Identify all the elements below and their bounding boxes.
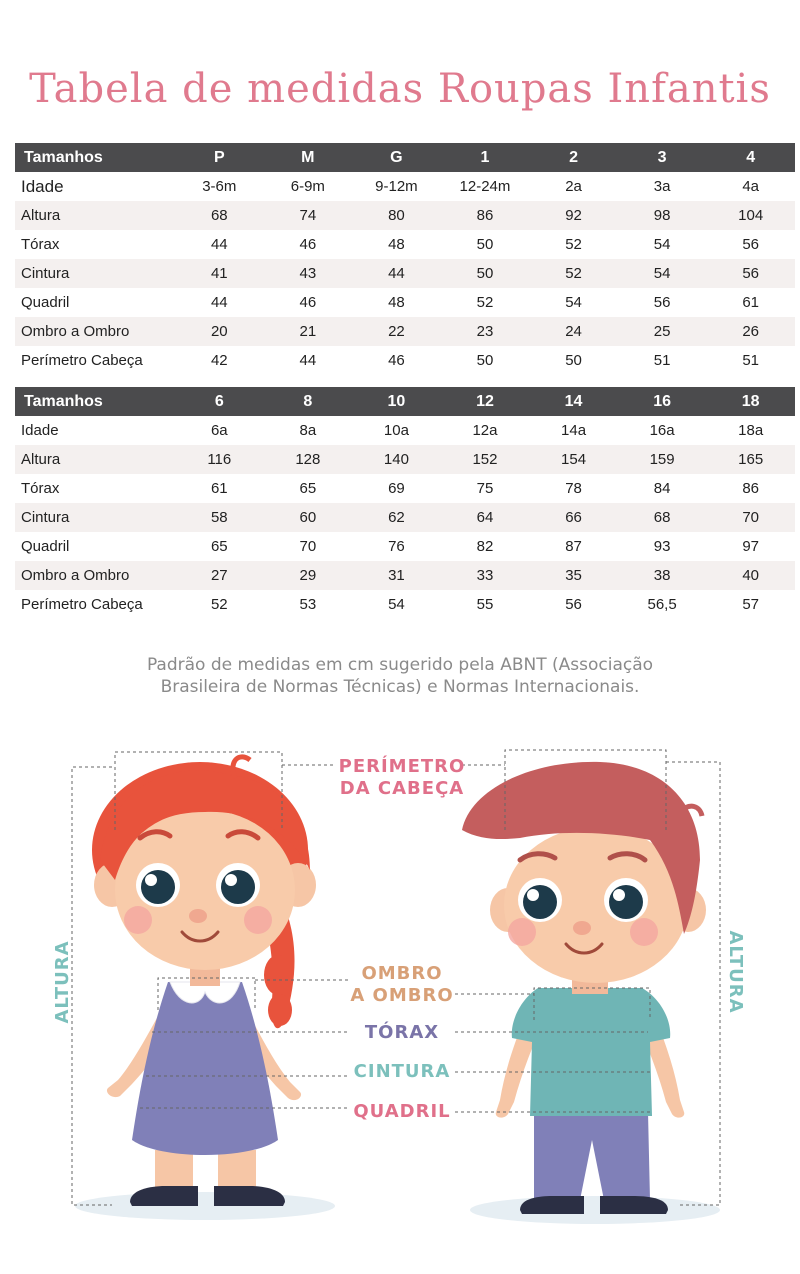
measure-value-cell: 24 [529,317,618,346]
measure-label-cell: Idade [21,422,59,439]
table-row [15,346,795,375]
measure-value-cell: 52 [476,294,494,311]
header-size-cell: M [264,143,353,172]
measure-value-cell: 31 [352,561,441,590]
measure-value-cell: 64 [441,503,530,532]
measure-value-cell: 65 [210,538,228,555]
measure-value-cell: 86 [441,201,530,230]
measure-value-cell: 2a [565,178,582,195]
boy-shadow [470,1196,720,1224]
measure-value-cell: 56,5 [647,596,677,613]
measure-value-cell: 44 [210,294,228,311]
measure-label-cell: Altura [15,201,175,230]
table-row [15,445,795,474]
measure-value-cell: 25 [618,317,707,346]
measure-value-cell: 62 [352,503,441,532]
table-row [15,172,795,201]
measure-value-cell: 46 [299,236,317,253]
measure-value-cell: 52 [529,259,618,288]
header-size-cell: 10 [352,387,441,416]
table-row [15,532,795,561]
measure-value-cell: 3a [653,178,671,195]
measure-value-cell: 44 [210,236,228,253]
measure-value-cell: 20 [175,317,264,346]
label-cintura: CINTURA [353,1061,451,1082]
measure-value-cell: 97 [742,538,760,555]
measure-value-cell: 75 [476,480,494,497]
label-quadril: QUADRIL [353,1101,451,1122]
measure-value-cell: 35 [529,561,618,590]
measure-value-cell: 50 [441,259,530,288]
measure-value-cell: 84 [653,480,671,497]
note-line-1: Padrão de medidas em cm sugerido pela ABNT (Associação [146,655,654,675]
measure-value-cell: 54 [388,596,405,613]
header-label-cell: Tamanhos [15,143,175,172]
measure-value-cell: 27 [175,561,264,590]
measure-value-cell: 12a [472,422,498,439]
measure-value-cell: 70 [706,503,795,532]
measure-value-cell: 98 [618,201,707,230]
measure-value-cell: 18a [738,422,764,439]
children-measurement-illustration [0,720,800,1240]
measure-value-cell: 60 [264,503,353,532]
table-row [15,474,795,503]
measure-value-cell: 52 [565,236,582,253]
measure-value-cell: 56 [565,596,582,613]
measure-value-cell: 21 [264,317,353,346]
measure-value-cell: 9-12m [375,178,418,195]
measure-value-cell: 78 [565,480,582,497]
label-perimetro-line2: DA CABEÇA [339,778,465,799]
table-header-row [15,387,795,416]
header-size-cell: 1 [441,143,530,172]
measure-value-cell: 40 [706,561,795,590]
girl-figure [92,757,316,1206]
measure-value-cell: 46 [299,294,317,311]
header-size-cell: 12 [441,387,530,416]
header-size-cell: P [175,143,264,172]
label-altura-right: ALTURA [725,930,746,1014]
table-row [15,416,795,445]
header-size-cell: 8 [264,387,353,416]
measure-value-cell: 56 [742,236,760,253]
header-size-cell: G [352,143,441,172]
measure-value-cell: 70 [299,538,317,555]
measure-label-cell: Tórax [21,236,60,253]
measure-value-cell: 3-6m [202,178,237,195]
header-size-cell: 16 [618,387,707,416]
measure-value-cell: 33 [441,561,530,590]
header-size-cell: 18 [706,387,795,416]
measure-label-cell: Cintura [15,503,175,532]
measure-value-cell: 159 [618,445,707,474]
measure-value-cell: 65 [299,480,317,497]
measure-value-cell: 76 [388,538,405,555]
measure-value-cell: 80 [352,201,441,230]
measure-value-cell: 50 [476,352,494,369]
measure-value-cell: 14a [561,422,587,439]
measure-value-cell: 50 [476,236,494,253]
measure-value-cell: 74 [264,201,353,230]
measure-value-cell: 29 [264,561,353,590]
measure-value-cell: 61 [742,294,760,311]
measure-value-cell: 54 [618,259,707,288]
measure-label-cell: Idade [21,176,64,196]
measure-label-cell: Altura [15,445,175,474]
measure-value-cell: 82 [476,538,494,555]
measure-value-cell: 87 [565,538,582,555]
table-row [15,503,795,532]
measure-value-cell: 104 [706,201,795,230]
measure-value-cell: 4a [742,178,760,195]
measure-value-cell: 43 [264,259,353,288]
measure-value-cell: 116 [175,445,264,474]
measure-value-cell: 92 [529,201,618,230]
header-size-cell: 2 [529,143,618,172]
measure-label-cell: Cintura [15,259,175,288]
label-ombro-line1: OMBRO [361,963,443,984]
measure-value-cell: 16a [649,422,675,439]
table-header-row [15,143,795,172]
measure-label-cell: Ombro a Ombro [15,561,175,590]
measure-value-cell: 38 [618,561,707,590]
measure-value-cell: 50 [565,352,582,369]
measure-value-cell: 48 [388,294,405,311]
measure-value-cell: 26 [706,317,795,346]
measure-value-cell: 22 [352,317,441,346]
header-size-cell: 3 [618,143,707,172]
measure-value-cell: 12-24m [459,178,511,195]
header-label-cell: Tamanhos [15,387,175,416]
measure-value-cell: 44 [352,259,441,288]
table-row [15,259,795,288]
girl-shadow [75,1192,335,1220]
measure-value-cell: 61 [210,480,228,497]
page-title: Tabela de medidas Roupas Infantis [29,66,771,112]
table-row [15,201,795,230]
measure-value-cell: 57 [742,596,760,613]
measure-value-cell: 56 [706,259,795,288]
measure-label-cell: Quadril [21,538,70,555]
measurement-note [80,654,720,698]
measure-value-cell: 41 [175,259,264,288]
measure-value-cell: 154 [529,445,618,474]
measure-value-cell: 51 [653,352,671,369]
table-row [15,230,795,259]
measure-label-cell: Perímetro Cabeça [21,596,143,613]
measure-value-cell: 68 [618,503,707,532]
measure-value-cell: 56 [653,294,671,311]
measure-value-cell: 69 [388,480,405,497]
boy-figure [462,762,706,1214]
measure-label-cell: Tórax [21,480,60,497]
measure-value-cell: 66 [529,503,618,532]
measure-value-cell: 51 [742,352,760,369]
label-perimetro-line1: PERÍMETRO [338,756,466,777]
measure-label-cell: Quadril [21,294,70,311]
measure-value-cell: 6-9m [290,178,325,195]
label-altura-left: ALTURA [52,940,73,1024]
measure-value-cell: 58 [175,503,264,532]
measure-value-cell: 55 [476,596,494,613]
measure-value-cell: 42 [210,352,228,369]
measure-value-cell: 52 [210,596,228,613]
size-table-1 [15,143,795,375]
measure-value-cell: 46 [388,352,405,369]
table-row [15,288,795,317]
header-size-cell: 6 [175,387,264,416]
measure-value-cell: 128 [264,445,353,474]
measure-value-cell: 48 [388,236,405,253]
size-table-2 [15,387,795,619]
header-size-cell: 14 [529,387,618,416]
table-row [15,561,795,590]
measure-value-cell: 8a [299,422,317,439]
measure-value-cell: 93 [653,538,671,555]
measure-value-cell: 53 [299,596,317,613]
measure-label-cell: Ombro a Ombro [15,317,175,346]
measure-value-cell: 86 [742,480,760,497]
measure-value-cell: 6a [210,422,228,439]
label-torax: TÓRAX [364,1022,440,1043]
table-row [15,317,795,346]
measure-value-cell: 44 [299,352,317,369]
header-size-cell: 4 [706,143,795,172]
measure-value-cell: 152 [441,445,530,474]
measure-value-cell: 54 [653,236,671,253]
measure-value-cell: 23 [441,317,530,346]
measure-value-cell: 140 [352,445,441,474]
measure-label-cell: Perímetro Cabeça [21,352,143,369]
note-line-2: Brasileira de Normas Técnicas) e Normas Internacionais. [160,677,640,697]
measure-value-cell: 10a [383,422,409,439]
measure-value-cell: 165 [706,445,795,474]
measure-value-cell: 68 [175,201,264,230]
table-row [15,590,795,619]
label-ombro-line2: A OMBRO [350,985,454,1006]
measure-value-cell: 54 [565,294,582,311]
